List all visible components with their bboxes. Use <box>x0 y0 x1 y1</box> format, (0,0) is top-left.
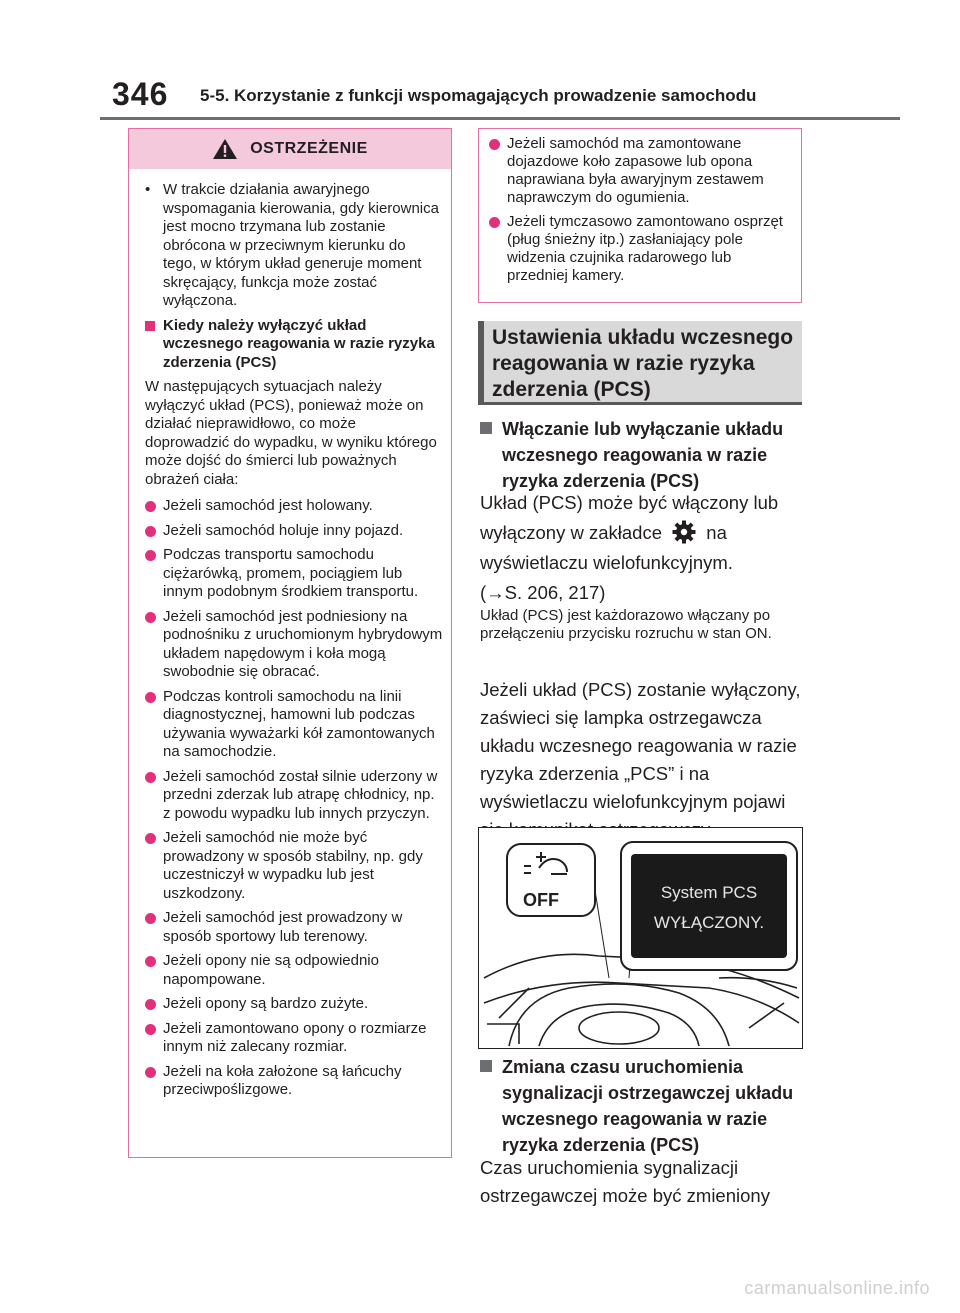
running-title: 5-5. Korzystanie z funkcji wspomagających prowadzenie samochodu <box>200 86 757 105</box>
subheading-toggle: Włączanie lub wyłączanie układu wczesnego reagowania w razie ryzyka zderzenia (PCS) <box>480 416 812 494</box>
warning-intro: W następujących sytuacjach należy wyłączyć układ (PCS), ponieważ może on działać nieprawidłowo, co może doprowadzić do wypadku, w wyniku którego może dojść do śmierci lub poważnych obrażeń ciała: <box>145 378 437 488</box>
pcs-figure <box>478 827 803 1049</box>
list-item: Jeżeli opony są bardzo zużyte. <box>145 995 443 1014</box>
list-item: Jeżeli opony nie są odpowiednio napompowane. <box>145 952 443 989</box>
display-line2: WYŁĄCZONY. <box>653 913 765 932</box>
timing-paragraph: Czas uruchomienia sygnalizacji ostrzegawczej może być zmieniony <box>480 1157 770 1206</box>
page-reference: (→S. 206, 217) <box>480 582 606 603</box>
list-item: Jeżeli na koła założone są łańcuchy przeciwpoślizgowe. <box>145 1063 443 1100</box>
continuation-box <box>478 128 802 303</box>
bullet-dot-icon <box>489 217 500 228</box>
watermark: carmanualsonline.info <box>744 1278 930 1298</box>
off-indicator-text: OFF <box>523 890 559 910</box>
bullet-dot-icon <box>145 692 156 703</box>
display-line1: System PCS <box>660 883 758 902</box>
warning-subheading: Kiedy należy wyłączyć układ wczesnego reagowania w razie ryzyka zderzenia (PCS) <box>145 317 443 373</box>
bullet-dot-icon <box>145 833 156 844</box>
square-bullet-icon <box>480 1060 492 1072</box>
bullet-dot-icon <box>145 999 156 1010</box>
list-item: Jeżeli samochód jest prowadzony w sposób sportowy lub terenowy. <box>145 909 443 946</box>
subheading-timing: Zmiana czasu uruchomienia sygnalizacji ostrzegawczej układu wczesnego reagowania w razie ryzyka zderzenia (PCS) <box>480 1054 822 1158</box>
bullet-dot-icon <box>489 139 500 150</box>
bullet-dot-icon <box>145 1024 156 1035</box>
warning-icon <box>212 138 238 160</box>
bullet-dot-icon <box>145 772 156 783</box>
dashboard-illustration <box>479 828 803 1049</box>
bullet-dot-icon <box>145 956 156 967</box>
warning-header <box>129 129 451 169</box>
square-bullet-icon <box>145 321 155 331</box>
list-item: Jeżeli samochód nie może być prowadzony w sposób stabilny, np. gdy uczestniczył w wypadku lub jest uszkodzony. <box>145 829 443 903</box>
bullet-dot-icon <box>145 526 156 537</box>
bullet-dot-icon <box>145 550 156 561</box>
gear-icon <box>671 519 697 545</box>
off-paragraph: Jeżeli układ (PCS) zostanie wyłączony, zaświeci się lampka ostrzegawcza układu wczesnego reagowania w razie ryzyka zderzenia „PCS” i na wyświetlaczu wielofunkcyjnym pojawi <box>480 679 801 812</box>
warning-list <box>145 497 443 1100</box>
bullet-dot-icon <box>145 612 156 623</box>
warning-box <box>128 128 452 1158</box>
list-item: Jeżeli samochód został silnie uderzony w przedni zderzak lub atrapę chłodnicy, np. z powodu wypadku lub innych przyczyn. <box>145 768 443 824</box>
bullet-dot-icon <box>145 501 156 512</box>
bullet-dot-icon <box>145 1067 156 1078</box>
section-heading: Ustawienia układu wczesnego reagowania w razie ryzyka zderzenia (PCS) <box>478 321 802 405</box>
list-item: Jeżeli samochód ma zamontowane dojazdowe koło zapasowe lub opona naprawiana była awaryjnym zestawem naprawczym do ogumienia. <box>489 135 793 207</box>
warning-bullet-text: W trakcie działania awaryjnego wspomagania kierowania, gdy kierownica jest mocno trzymana lub zostanie obrócona w przeciwnym kierunku do tego, w którym układ generuje moment skręcający, funkcja może zostać wyłączona. <box>163 181 439 309</box>
toggle-paragraph: Układ (PCS) może być włączony lub wyłączony w zakładce na wyświetlaczu wielofunkcyjnym. (→S. 206, 217) <box>480 492 779 603</box>
warning-bullet: • W trakcie działania awaryjnego wspomagania kierowania, gdy kierownica jest mocno trzymana lub zostanie obrócona w przeciwnym kierunku do tego, w którym układ generuje moment skręcający, funkcja może zostać wyłączona. <box>145 181 439 309</box>
list-item: Jeżeli zamontowano opony o rozmiarze innym niż zalecany rozmiar. <box>145 1020 443 1057</box>
list-item: Jeżeli samochód jest holowany. <box>145 497 443 516</box>
list-item: Podczas transportu samochodu ciężarówką, promem, pociągiem lub innym podobnym środkiem transportu. <box>145 546 443 602</box>
list-item: Jeżeli samochód holuje inny pojazd. <box>145 522 443 541</box>
list-item: Jeżeli samochód jest podniesiony na podnośniku z uruchomionym hybrydowym układem napędowym i koła mogą swobodnie się obracać. <box>145 608 443 682</box>
note-text: Układ (PCS) jest każdorazowo włączany po przełączeniu przycisku rozruchu w stan ON. <box>480 607 772 642</box>
square-bullet-icon <box>480 422 492 434</box>
bullet-dot-icon <box>145 913 156 924</box>
header-rule <box>100 117 900 120</box>
page-number: 346 <box>112 76 169 112</box>
list-item: Podczas kontroli samochodu na linii diagnostycznej, hamowni lub podczas używania wyważarki kół zamontowanych na samochodzie. <box>145 688 443 762</box>
warning-title: OSTRZEŻENIE <box>250 140 368 157</box>
list-item: Jeżeli tymczasowo zamontowano osprzęt (pług śnieżny itp.) zasłaniający pole widzenia czujnika radarowego lub przedniej kamery. <box>489 213 793 285</box>
